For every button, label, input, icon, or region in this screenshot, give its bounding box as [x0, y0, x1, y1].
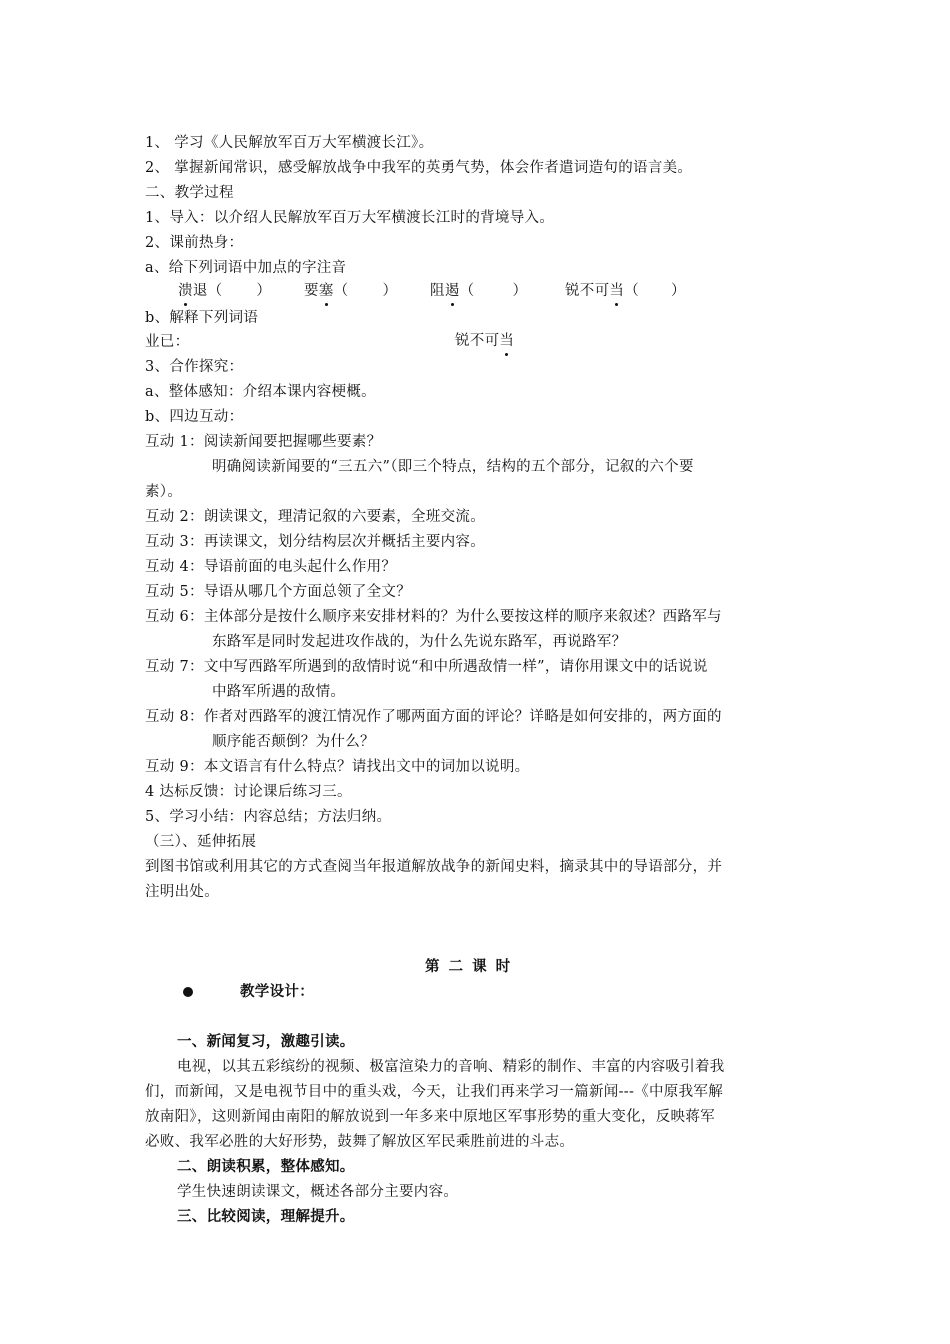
interaction-7: 互动 7：文中写西路军所遇到的敌情时说“和中所遇敌情一样”，请你用课文中的话说说 — [145, 659, 708, 675]
paragraph-line: 必败、我军必胜的大好形势，鼓舞了解放区军民乘胜前进的斗志。 — [145, 1134, 575, 1150]
overview: a、整体感知：介绍本课内容梗概。 — [145, 384, 376, 400]
section-teaching-process: 二、教学过程 — [145, 185, 234, 201]
bullet-icon — [183, 987, 193, 997]
paragraph-line: 电视，以其五彩缤纷的视频、极富渲染力的音响、精彩的制作、丰富的内容吸引着我 — [177, 1059, 725, 1075]
interaction-1: 互动 1：阅读新闻要把握哪些要素？ — [145, 434, 382, 450]
four-way-interaction: b、四边互动： — [145, 409, 244, 425]
paragraph-line: 放南阳》，这则新闻由南阳的解放说到一年多来中原地区军事形势的重大变化，反映蒋军 — [145, 1109, 715, 1125]
dotted-char: 塞 — [318, 283, 334, 299]
design-heading: 教学设计： — [240, 983, 314, 1000]
pinyin-word-3: 阻遏（ ） — [430, 283, 528, 299]
warmup-b: b、解释下列词语 — [145, 310, 259, 326]
interaction-1-answer-cont: 素）。 — [145, 484, 183, 500]
paragraph-line: 们，而新闻，又是电视节目中的重头戏，今天，让我们再来学习一篇新闻---《中原我军解 — [145, 1084, 723, 1100]
step-warmup: 2、课前热身： — [145, 235, 244, 251]
interaction-4: 互动 4：导语前面的电头起什么作用？ — [145, 559, 397, 575]
term-ruibukedang: 锐不可当 — [455, 333, 515, 349]
term-yeyi: 业已： — [145, 334, 190, 350]
dotted-char: 当 — [499, 333, 515, 349]
objective-1: 1、 学习《人民解放军百万大军横渡长江》。 — [145, 135, 434, 151]
interaction-5: 互动 5：导语从哪几个方面总领了全文？ — [145, 584, 412, 600]
pinyin-word-4: 锐不可当（ ） — [565, 283, 686, 299]
pinyin-word-2: 要塞（ ） — [304, 283, 398, 299]
step-introduction: 1、导入：以介绍人民解放军百万大军横渡长江时的背境导入。 — [145, 210, 555, 226]
interaction-3: 互动 3：再读课文，划分结构层次并概括主要内容。 — [145, 534, 486, 550]
interaction-6-cont: 东路军是同时发起进攻作战的，为什么先说东路军，再说路军？ — [212, 634, 627, 650]
interaction-8-cont: 顺序能否颠倒？为什么？ — [212, 734, 375, 750]
interaction-9: 互动 9：本文语言有什么特点？请找出文中的词加以说明。 — [145, 759, 530, 775]
step-cooperative: 3、合作探究： — [145, 359, 244, 375]
interaction-1-answer: 明确阅读新闻要的“三五六”（即三个特点，结构的五个部分，记叙的六个要 — [212, 459, 694, 475]
dotted-char: 溃 — [178, 283, 193, 299]
extension-task: 到图书馆或利用其它的方式查阅当年报道解放战争的新闻史料，摘录其中的导语部分，并 — [145, 859, 723, 875]
heading-news-review: 一、新闻复习，激趣引读。 — [177, 1033, 355, 1050]
lesson-title: 第 二 课 时 — [425, 958, 513, 975]
interaction-2: 互动 2：朗读课文，理清记叙的六要素，全班交流。 — [145, 509, 486, 525]
interaction-7-cont: 中路军所遇的敌情。 — [212, 684, 346, 700]
extension-task-cont: 注明出处。 — [145, 884, 219, 900]
reading-task: 学生快速朗读课文，概述各部分主要内容。 — [177, 1184, 459, 1200]
heading-reading: 二、朗读积累，整体感知。 — [177, 1158, 355, 1175]
heading-comparison: 三、比较阅读，理解提升。 — [177, 1208, 355, 1225]
dotted-char: 遏 — [444, 283, 460, 299]
warmup-a: a、给下列词语中加点的字注音 — [145, 260, 347, 276]
step-summary: 5、学习小结：内容总结；方法归纳。 — [145, 809, 392, 825]
step-feedback: 4 达标反馈：讨论课后练习三。 — [145, 784, 352, 800]
dotted-char: 当 — [609, 283, 625, 299]
pinyin-word-1: 溃退（ ） — [178, 283, 272, 299]
objective-2: 2、 掌握新闻常识，感受解放战争中我军的英勇气势，体会作者遣词造句的语言美。 — [145, 160, 693, 176]
interaction-8: 互动 8：作者对西路军的渡江情况作了哪两面方面的评论？详略是如何安排的，两方面的 — [145, 709, 722, 725]
section-extension: （三）、延伸拓展 — [145, 834, 257, 850]
interaction-6: 互动 6：主体部分是按什么顺序来安排材料的？为什么要按这样的顺序来叙述？西路军与 — [145, 609, 722, 625]
